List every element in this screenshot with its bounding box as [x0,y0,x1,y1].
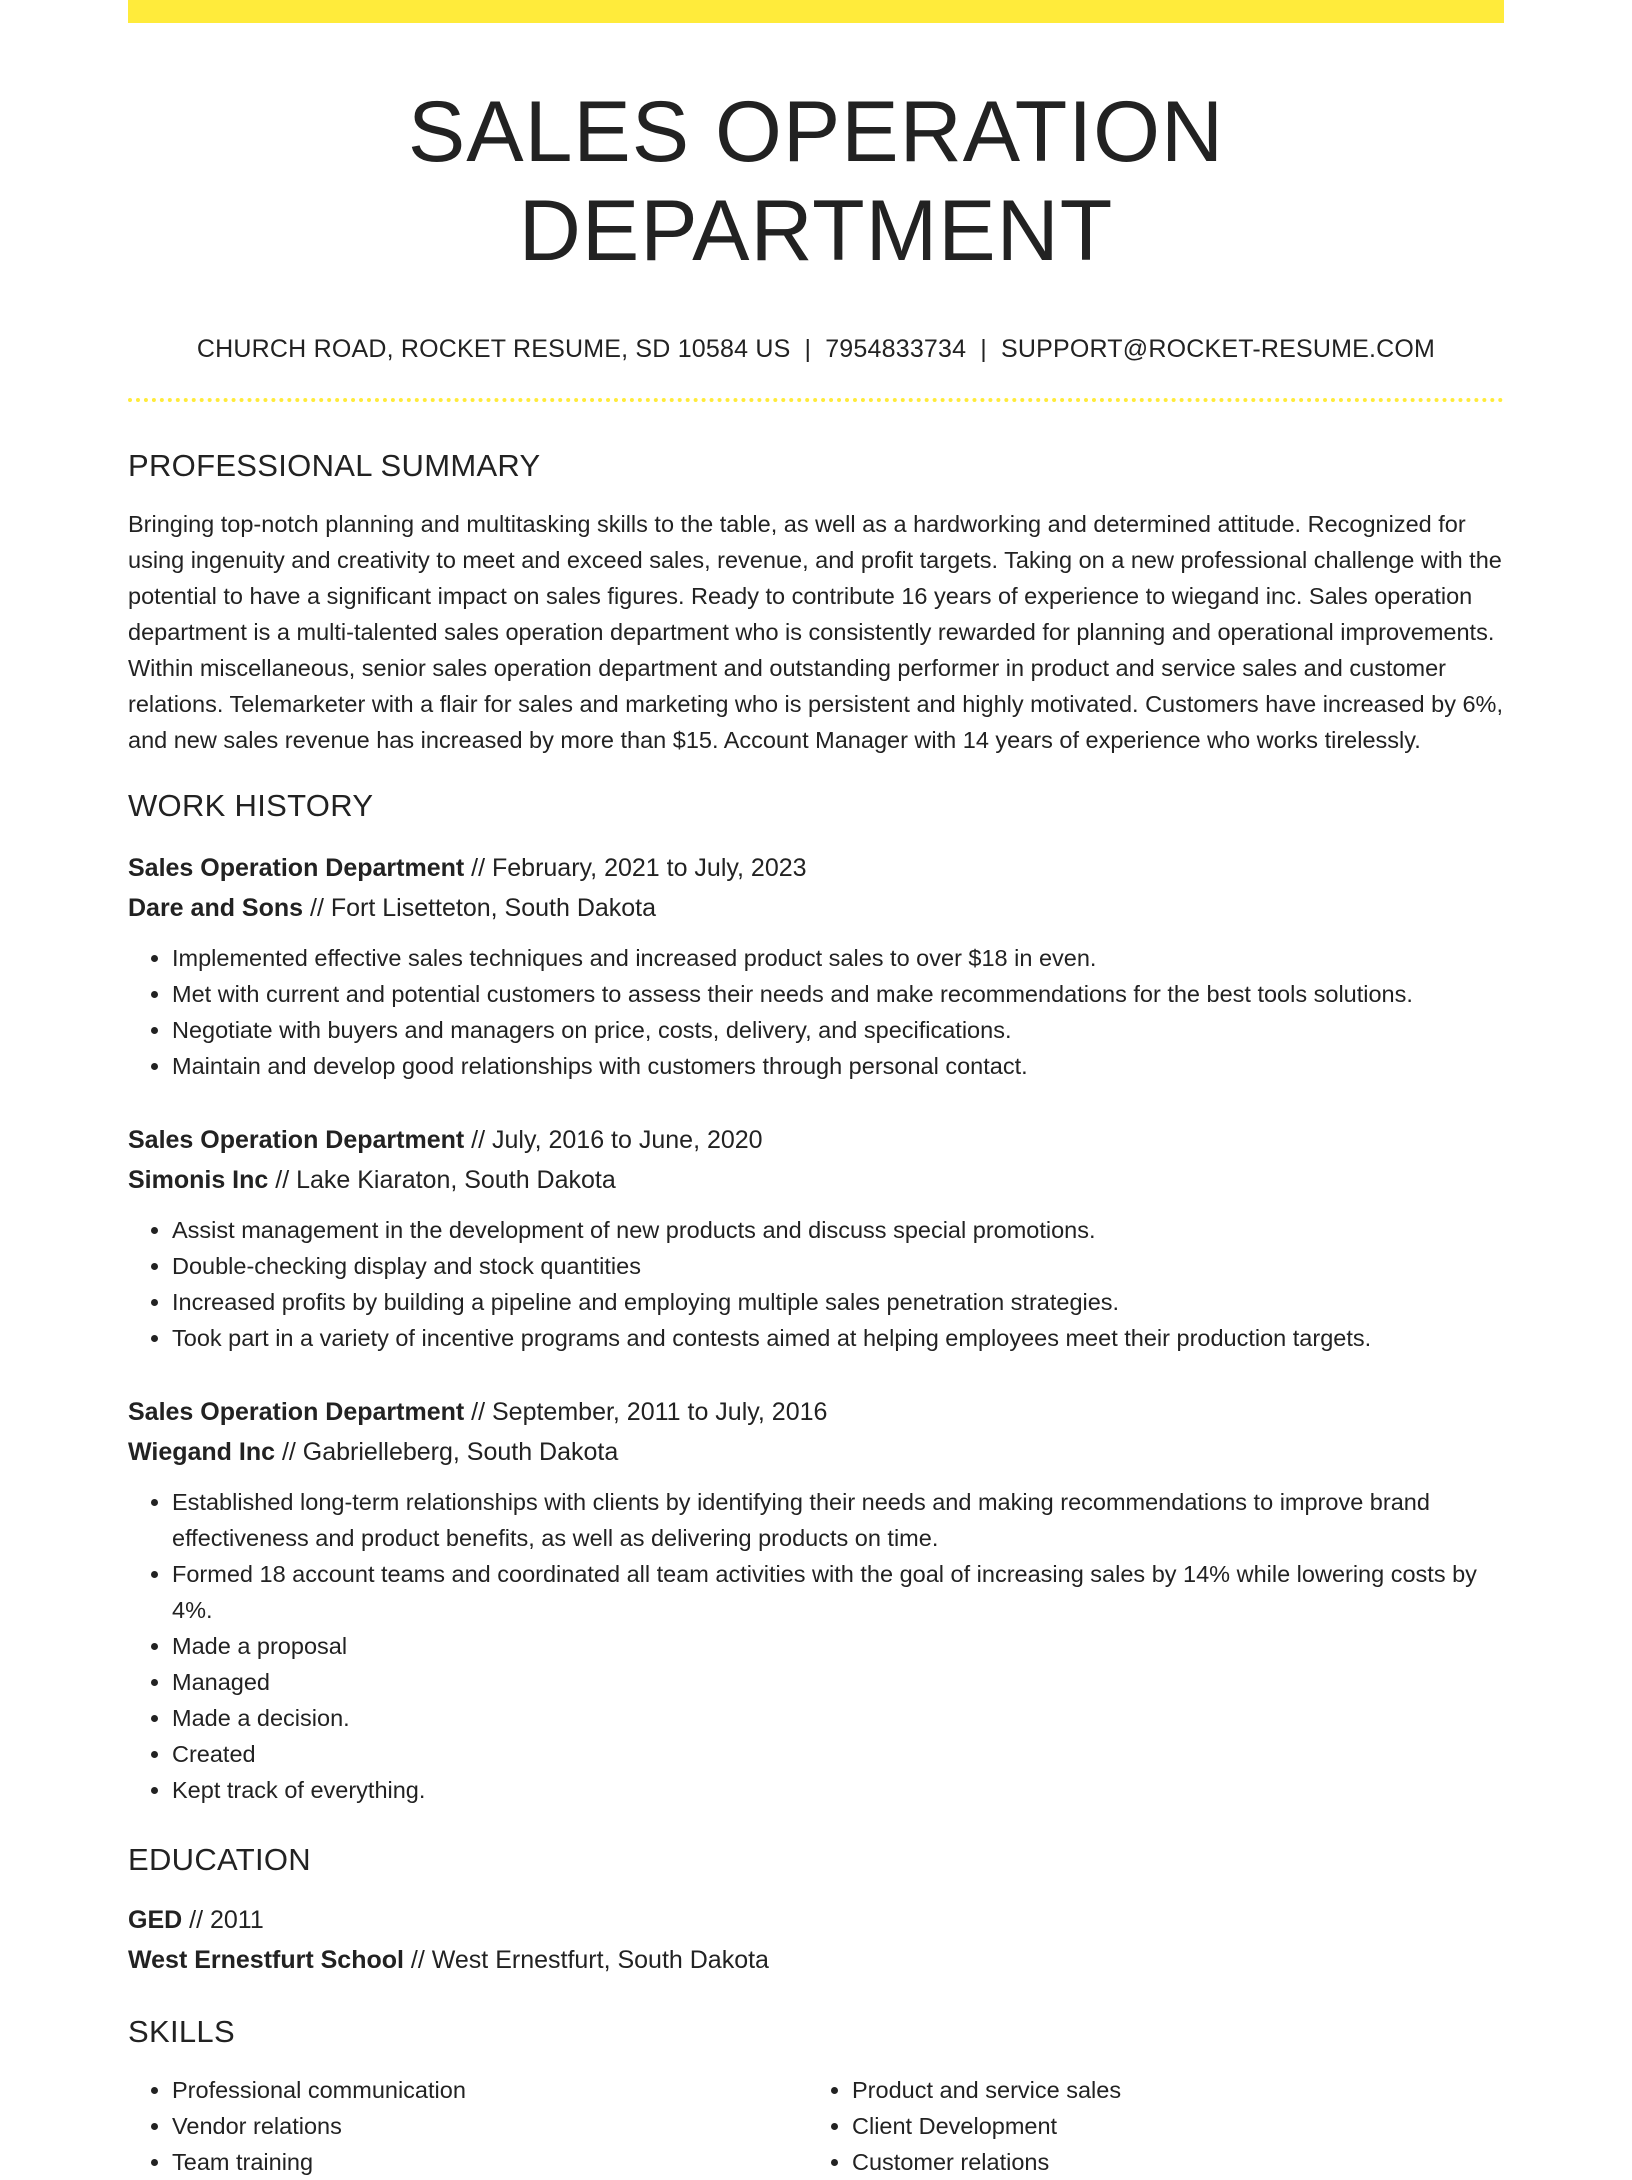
job-location: // Lake Kiaraton, South Dakota [268,1165,616,1194]
job-entry [128,848,1504,1084]
job-bullet: • Double-checking display and stock quantities [172,1248,1504,1284]
job-bullet: • Implemented effective sales techniques and increased product sales to over $18 in even. [172,940,1504,976]
job-bullet: • Negotiate with buyers and managers on price, costs, delivery, and specifications. [172,1012,1504,1048]
job-entry [128,1120,1504,1356]
education-school-line [128,1940,1504,1980]
skill-item: • Product and service sales [852,2072,1488,2108]
job-bullet: • Created [172,1736,1504,1772]
education-location: // West Ernestfurt, South Dakota [403,1945,769,1974]
job-role: Sales Operation Department [128,853,465,882]
skill-item: • Customer relations [852,2144,1488,2180]
skills-right-column [808,2072,1488,2180]
job-entry [128,1392,1504,1808]
job-company: Wiegand Inc [128,1437,276,1466]
job-bullet: • Assist management in the development of new products and discuss special promotions. [172,1212,1504,1248]
job-role-line [128,848,1504,888]
contact-separator: | [804,334,812,363]
skill-item: • Team training [172,2144,808,2180]
contact-phone: 7954833734 [825,334,967,363]
job-role-line [128,1392,1504,1432]
job-location: // Fort Lisetteton, South Dakota [303,893,657,922]
job-company: Simonis Inc [128,1165,269,1194]
job-location: // Gabrielleberg, South Dakota [275,1437,619,1466]
education-heading: EDUCATION [128,1841,311,1877]
job-bullet: • Maintain and develop good relationships with customers through personal contact. [172,1048,1504,1084]
skill-item: • Vendor relations [172,2108,808,2144]
job-dates: // February, 2021 to July, 2023 [464,853,807,882]
job-bullet: • Managed [172,1664,1504,1700]
job-role: Sales Operation Department [128,1397,465,1426]
job-bullets [128,1212,1504,1356]
skill-item: • Client Development [852,2108,1488,2144]
job-bullet: • Made a decision. [172,1700,1504,1736]
summary-heading: PROFESSIONAL SUMMARY [128,447,541,483]
job-bullet: • Established long-term relationships with clients by identifying their needs and making recommendations to improve brand effectiveness and product benefits, as well as delivering products on time. [172,1484,1504,1556]
summary-text: Bringing top-notch planning and multitasking skills to the table, as well as a hardworking and determined attitude. Recognized for using ingenuity and creativity to meet and exceed sales, revenue, and profit targets. Taking on a new professional challenge with the potential to have a significant impact on sales figures. Ready to contribute 16 years of experience to wiegand inc. Sales operation department is a multi-talented sales operation department who is consistently rewarded for planning and operational improvements. Within miscellaneous, senior sales operation department and outstanding performer in product and service sales and customer relations. Telemarketer with a flair for sales and marketing who is persistent and highly motivated. Customers have increased by 6%, and new sales revenue has increased by more than $15. Account Manager with 14 years of experience who works tirelessly. [128,510,1503,753]
skills-left-column [128,2072,808,2180]
accent-top-bar [128,0,1504,23]
job-company-line [128,1432,1504,1472]
candidate-name: SALES OPERATION DEPARTMENT [407,84,1225,279]
job-company-line [128,1160,1504,1200]
contact-separator: | [980,334,987,363]
job-dates: // July, 2016 to June, 2020 [464,1125,763,1154]
job-bullets [128,1484,1504,1808]
job-bullets [128,940,1504,1084]
work-history-heading: WORK HISTORY [128,787,374,823]
skills-columns [128,2072,1504,2180]
education-degree-line [128,1900,1504,1940]
job-bullet: • Kept track of everything. [172,1772,1504,1808]
job-bullet: • Formed 18 account teams and coordinated all team activities with the goal of increasing sales by 14% while lowering costs by 4%. [172,1556,1504,1628]
job-bullet: • Increased profits by building a pipeline and employing multiple sales penetration strategies. [172,1284,1504,1320]
dotted-divider [128,398,1504,402]
job-bullet: • Made a proposal [172,1628,1504,1664]
education-year: // 2011 [182,1905,264,1934]
education-entry [128,1900,1504,1980]
job-company: Dare and Sons [128,893,304,922]
job-role-line [128,1120,1504,1160]
skills-heading: SKILLS [128,2013,235,2049]
contact-email: SUPPORT@ROCKET-RESUME.COM [1000,334,1436,363]
skill-item: • Professional communication [172,2072,808,2108]
education-degree: GED [128,1905,183,1934]
contact-address: CHURCH ROAD, ROCKET RESUME, SD 10584 US [196,334,791,363]
job-role: Sales Operation Department [128,1125,465,1154]
contact-line [128,335,1504,364]
job-company-line [128,888,1504,928]
job-bullet: • Met with current and potential customers to assess their needs and make recommendations for the best tools solutions. [172,976,1504,1012]
job-dates: // September, 2011 to July, 2016 [464,1397,828,1426]
job-bullet: • Took part in a variety of incentive programs and contests aimed at helping employees meet their production targets. [172,1320,1504,1356]
resume-page [128,0,1504,2180]
education-school: West Ernestfurt School [128,1945,404,1974]
